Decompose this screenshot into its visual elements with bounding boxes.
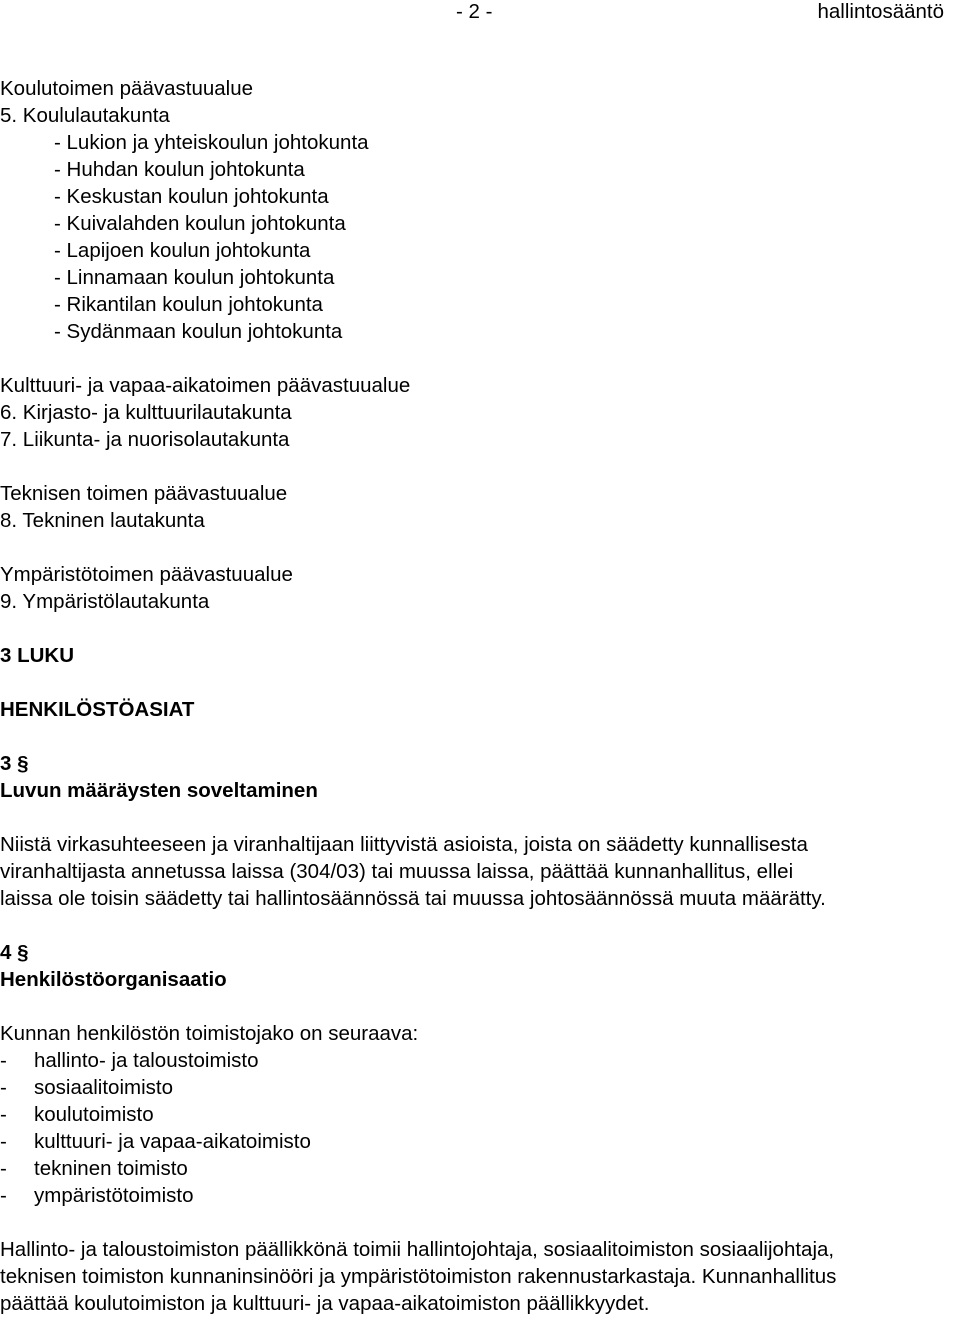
- paragraph-line: laissa ole toisin säädetty tai hallintosäännössä tai muussa johtosäännössä muuta määrätty.: [0, 887, 826, 910]
- list-dash: -: [0, 1157, 7, 1180]
- document-name: hallintosääntö: [817, 0, 944, 23]
- school-area-heading: Koulutoimen päävastuualue: [0, 77, 254, 100]
- list-item: - Rikantilan koulun johtokunta: [54, 293, 323, 316]
- culture-area-heading: Kulttuuri- ja vapaa-aikatoimen päävastuualue: [0, 374, 411, 397]
- list-dash: -: [0, 1103, 7, 1126]
- culture-board: 7. Liikunta- ja nuorisolautakunta: [0, 428, 290, 451]
- section-number: 4 §: [0, 941, 29, 964]
- list-dash: -: [0, 1130, 7, 1153]
- list-dash: -: [0, 1184, 7, 1207]
- page-header: [0, 0, 960, 25]
- office-name: sosiaalitoimisto: [34, 1076, 173, 1099]
- list-item: - Linnamaan koulun johtokunta: [54, 266, 335, 289]
- list-item: - Keskustan koulun johtokunta: [54, 185, 329, 208]
- office-name: tekninen toimisto: [34, 1157, 188, 1180]
- document-body: [0, 75, 952, 1317]
- paragraph-line: Niistä virkasuhteeseen ja viranhaltijaan liittyvistä asioista, joista on säädetty kunnallisesta: [0, 833, 808, 856]
- environment-board: 9. Ympäristölautakunta: [0, 590, 210, 613]
- section-intro: Kunnan henkilöstön toimistojako on seuraava:: [0, 1022, 419, 1045]
- office-name: kulttuuri- ja vapaa-aikatoimisto: [34, 1130, 311, 1153]
- list-item: - Huhdan koulun johtokunta: [54, 158, 305, 181]
- chapter-title: HENKILÖSTÖASIAT: [0, 698, 195, 721]
- list-item: [0, 1182, 952, 1209]
- paragraph-line: Hallinto- ja taloustoimiston päällikkönä toimii hallintojohtaja, sosiaalitoimiston sosiaalijohtaja,: [0, 1238, 835, 1261]
- list-item: - Lukion ja yhteiskoulun johtokunta: [54, 131, 369, 154]
- list-item: [0, 1101, 952, 1128]
- page-number: - 2 -: [456, 0, 493, 23]
- culture-board: 6. Kirjasto- ja kulttuurilautakunta: [0, 401, 292, 424]
- section-paragraph: [0, 831, 952, 912]
- chapter-number: 3 LUKU: [0, 644, 75, 667]
- list-item: - Sydänmaan koulun johtokunta: [54, 320, 343, 343]
- list-dash: -: [0, 1049, 7, 1072]
- school-board: 5. Koululautakunta: [0, 104, 170, 127]
- technical-board: 8. Tekninen lautakunta: [0, 509, 205, 532]
- paragraph-line: viranhaltijasta annetussa laissa (304/03) tai muussa laissa, päättää kunnanhallitus, ellei: [0, 860, 794, 883]
- school-boards-list: [0, 129, 952, 345]
- section-title: Henkilöstöorganisaatio: [0, 968, 227, 991]
- office-name: ympäristötoimisto: [34, 1184, 194, 1207]
- section-title: Luvun määräysten soveltaminen: [0, 779, 318, 802]
- list-item: [0, 1155, 952, 1182]
- section-number: 3 §: [0, 752, 29, 775]
- technical-area-heading: Teknisen toimen päävastuualue: [0, 482, 288, 505]
- list-item: [0, 1047, 952, 1074]
- list-item: [0, 1128, 952, 1155]
- environment-area-heading: Ympäristötoimen päävastuualue: [0, 563, 293, 586]
- office-name: koulutoimisto: [34, 1103, 154, 1126]
- paragraph-line: teknisen toimiston kunnaninsinööri ja ympäristötoimiston rakennustarkastaja. Kunnanhallitus: [0, 1265, 837, 1288]
- closing-paragraph: [0, 1236, 952, 1317]
- list-item: - Lapijoen koulun johtokunta: [54, 239, 311, 262]
- list-item: [0, 1074, 952, 1101]
- list-item: - Kuivalahden koulun johtokunta: [54, 212, 346, 235]
- paragraph-line: päättää koulutoimiston ja kulttuuri- ja vapaa-aikatoimiston päällikkyydet.: [0, 1292, 650, 1315]
- office-name: hallinto- ja taloustoimisto: [34, 1049, 259, 1072]
- list-dash: -: [0, 1076, 7, 1099]
- offices-list: [0, 1047, 952, 1209]
